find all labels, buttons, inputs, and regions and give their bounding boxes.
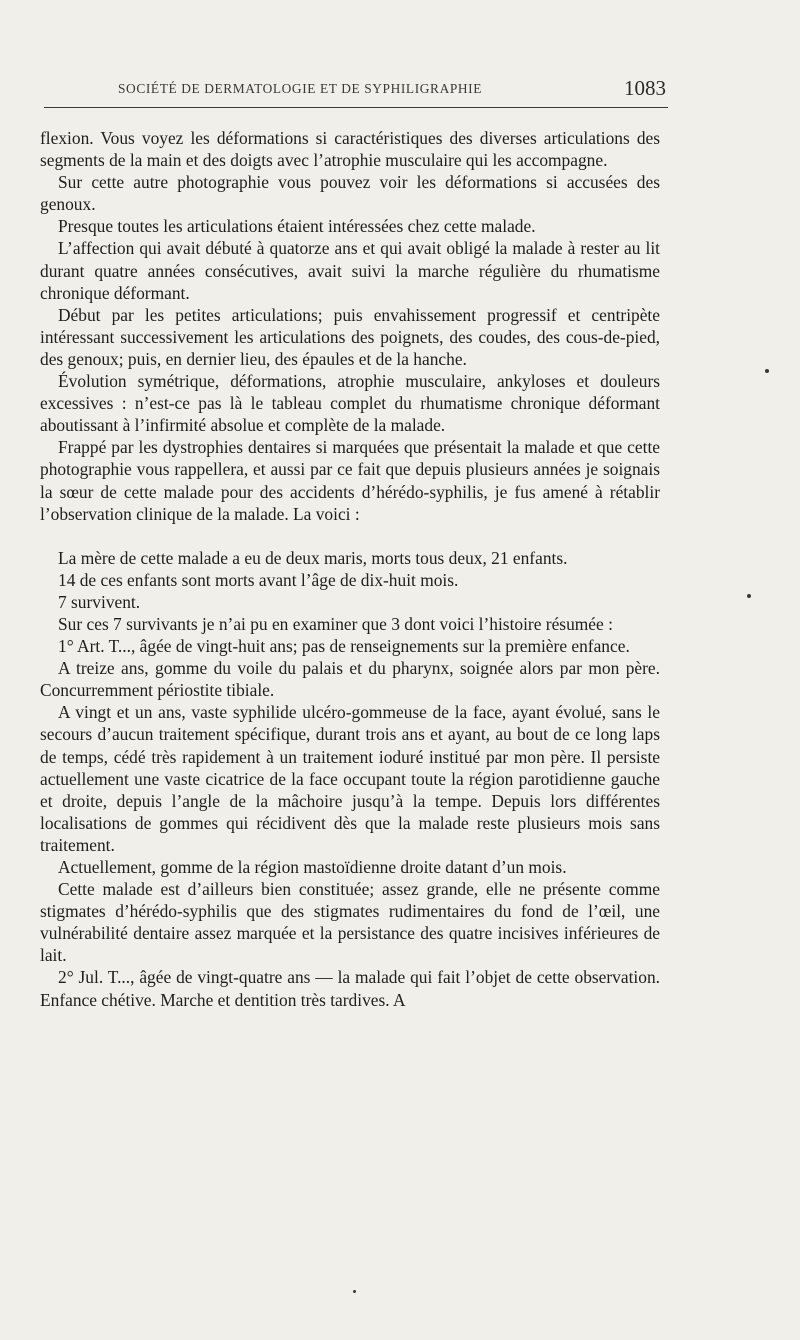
paragraph: Presque toutes les articulations étaient intéressées chez cette malade. xyxy=(58,216,536,237)
paragraph: La mère de cette malade a eu de deux maris, morts tous deux, 21 enfants. xyxy=(58,547,568,568)
running-title: SOCIÉTÉ DE DERMATOLOGIE ET DE SYPHILIGRAPHIE xyxy=(118,81,483,96)
paragraph: A vingt et un ans, vaste syphilide ulcéro-gommeuse de la face, ayant évolué, sans le secours d’aucun traitement spécifique, durant trois ans et ayant, au bout de ce long laps de temps, cédé très rapidement à un traitement ioduré institué par mon père. Il persiste actuellement une vaste cicatrice de la face occupant toute la région parotidienne gauche et droite, depuis l’angle de la mâchoire jusqu’à la tempe. Depuis lors différentes localisations de gommes qui récidivent dès que la malade reste plusieurs mois sans traitement. xyxy=(40,702,660,855)
page-number: 1083 xyxy=(624,76,666,100)
running-head xyxy=(118,76,666,102)
paragraph: L’affection qui avait débuté à quatorze ans et qui avait obligé la malade à rester au lit durant quatre années consécutives, avait suivi la marche régulière du rhumatisme chronique déformant. xyxy=(40,238,660,303)
paper-speck xyxy=(353,1290,356,1293)
paragraph: Sur cette autre photographie vous pouvez voir les déformations si accusées des genoux. xyxy=(40,172,660,215)
paragraph: Frappé par les dystrophies dentaires si marquées que présentait la malade et que cette photographie vous rappellera, et aussi par ce fait que depuis plusieurs années je soignais la sœur de cette malade pour des accidents d’hérédo-syphilis, je fus amené à rétablir l’observation clinique de la malade. La voici : xyxy=(40,437,660,524)
paragraph: Évolution symétrique, déformations, atrophie musculaire, ankyloses et douleurs excessives : n’est-ce pas là le tableau complet du rhumatisme chronique déformant aboutissant à l’infirmité absolue et complète de la malade. xyxy=(40,371,660,436)
paragraph: Début par les petites articulations; puis envahissement progressif et centripète intéressant successivement les articulations des poignets, des coudes, des cous-de-pied, des genoux; puis, en dernier lieu, des épaules et de la hanche. xyxy=(40,304,660,369)
paragraph: 2° Jul. T..., âgée de vingt-quatre ans — la malade qui fait l’objet de cette observation. Enfance chétive. Marche et dentition très tardives. A xyxy=(40,967,660,1010)
paper-speck xyxy=(747,594,751,598)
paragraph: Actuellement, gomme de la région mastoïdienne droite datant d’un mois. xyxy=(58,857,567,877)
header-rule xyxy=(44,107,668,108)
paragraph: 14 de ces enfants sont morts avant l’âge de dix-huit mois. xyxy=(58,569,459,590)
paragraph: A treize ans, gomme du voile du palais et du pharynx, soignée alors par mon père. Concurremment périostite tibiale. xyxy=(40,658,660,701)
paper-speck xyxy=(765,369,769,373)
paragraph: 7 survivent. xyxy=(58,591,141,612)
section-gap xyxy=(40,525,660,547)
paragraph: Sur ces 7 survivants je n’ai pu en examiner que 3 dont voici l’histoire résumée : xyxy=(58,613,613,634)
body-text xyxy=(40,127,660,1011)
paragraph: Cette malade est d’ailleurs bien constituée; assez grande, elle ne présente comme stigmates d’hérédo-syphilis que des stigmates rudimentaires du fond de l’œil, une vulnérabilité dentaire assez marquée et la persistance des quatre incisives inférieures de lait. xyxy=(40,879,660,966)
paragraph: flexion. Vous voyez les déformations si caractéristiques des diverses articulations des segments de la main et des doigts avec l’atrophie musculaire qui les accompagne. xyxy=(40,128,660,171)
paragraph: 1° Art. T..., âgée de vingt-huit ans; pas de renseignements sur la première enfance. xyxy=(58,636,630,657)
